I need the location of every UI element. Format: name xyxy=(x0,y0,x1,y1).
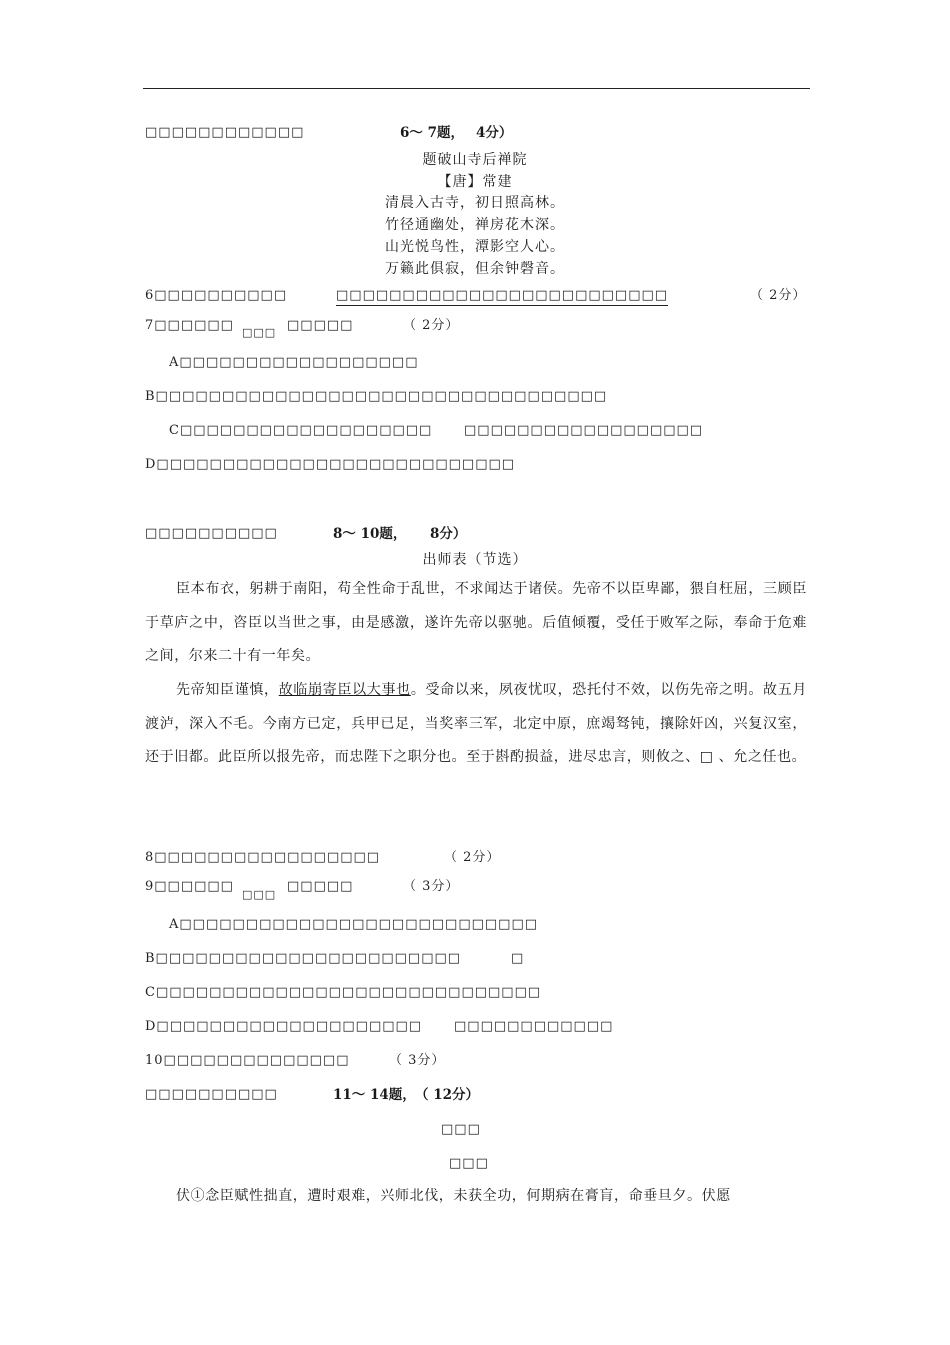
poem-line: 山光悦鸟性，潭影空人心。 xyxy=(385,239,565,255)
option-9d: D□□□□□□□□□□□□□□□□□□□□ xyxy=(145,1019,423,1034)
passage-paragraph-2b: 。受命以来，夙夜忧叹，恐托付不效，以伤先帝之明。故五月渡泸，深入不毛。今南方已定，兵甲已足，当奖率三军，北定中原，庶竭驽钝，攘除奸凶，兴复汉室，还于旧都。此臣所以报先帝，而忠陛下之职分也。至于斟酌损益，进尽忠言，则攸之、□ 、允之任也。 xyxy=(145,682,807,765)
option-7c: C□□□□□□□□□□□□□□□□□□□ xyxy=(169,423,433,438)
question-9-mid: □□□□□ xyxy=(287,879,354,894)
option-7a: A□□□□□□□□□□□□□□□□□□ xyxy=(169,355,419,370)
question-9-score: （ 3分） xyxy=(403,879,460,894)
section2-range: 8～ 10题， xyxy=(333,526,407,542)
question-6-label: 6□□□□□□□□□□ xyxy=(145,288,288,303)
header-rule xyxy=(143,88,810,89)
passage3-subtitle: □□□ xyxy=(449,1156,489,1171)
section2-heading: □□□□□□□□□□ xyxy=(145,526,278,541)
question-8-label: 8□□□□□□□□□□□□□□□□□ xyxy=(145,850,381,865)
section3-range: 11～ 14题， xyxy=(333,1087,416,1103)
option-9c: C□□□□□□□□□□□□□□□□□□□□□□□□□□□□□ xyxy=(145,985,542,1000)
option-9a: A□□□□□□□□□□□□□□□□□□□□□□□□□□□ xyxy=(169,917,539,932)
question-7-mid: □□□□□ xyxy=(287,318,354,333)
option-9d-cont: □□□□□□□□□□□□ xyxy=(454,1019,614,1034)
poem-author: 【唐】常建 xyxy=(437,174,513,190)
option-7c-cont: □□□□□□□□□□□□□□□□□□ xyxy=(464,423,704,438)
passage-paragraph xyxy=(145,674,807,775)
underlined-sentence: 故临崩寄臣以大事也 xyxy=(278,682,411,698)
question-8-score: （ 2分） xyxy=(444,850,501,865)
question-7-label: 7□□□□□□ xyxy=(145,318,234,333)
passage3-paragraph-1: 伏①念臣赋性拙直，遭时艰难，兴师北伐，未获全功，何期病在膏肓，命垂旦夕。伏愿 xyxy=(176,1188,731,1204)
option-7d: D□□□□□□□□□□□□□□□□□□□□□□□□□□□ xyxy=(145,457,516,472)
question-7-sub: □□□ xyxy=(242,326,277,339)
question-10-label: 10□□□□□□□□□□□□□□ xyxy=(145,1053,350,1068)
passage3-title: □□□ xyxy=(441,1122,481,1137)
section1-heading: □□□□□□□□□□□□ xyxy=(145,125,305,140)
passage-title: 出师表（节选） xyxy=(422,552,528,568)
option-9b: B□□□□□□□□□□□□□□□□□□□□□□□ xyxy=(145,951,462,966)
passage-paragraph-1: 臣本布衣，躬耕于南阳，苟全性命于乱世，不求闻达于诸侯。先帝不以臣卑鄙，猥自枉屈，三顾臣于草庐之中，咨臣以当世之事，由是感激，遂许先帝以驱驰。后值倾覆，受任于败军之际，奉命于危难之间，尔来二十有一年矣。 xyxy=(145,581,807,664)
passage-paragraph xyxy=(145,573,807,674)
poem-line: 万籁此俱寂，但余钟磬音。 xyxy=(385,261,565,277)
option-9b-cont: □ xyxy=(511,951,525,966)
passage-paragraph xyxy=(145,1180,807,1214)
poem-line: 竹径通幽处，禅房花木深。 xyxy=(385,217,565,233)
section1-range: 6～ 7题， xyxy=(400,125,464,141)
question-7-score: （ 2分） xyxy=(403,318,460,333)
option-7b: B□□□□□□□□□□□□□□□□□□□□□□□□□□□□□□□□□□ xyxy=(145,389,608,404)
question-9-label: 9□□□□□□ xyxy=(145,879,234,894)
poem-line: 清晨入古寺，初日照高林。 xyxy=(385,195,565,211)
passage-paragraph-2a: 先帝知臣谨慎， xyxy=(176,682,279,698)
question-10-score: （ 3分） xyxy=(389,1053,446,1068)
section3-heading: □□□□□□□□□□ xyxy=(145,1087,278,1102)
section1-score: 4分） xyxy=(476,125,513,141)
question-6-text: □□□□□□□□□□□□□□□□□□□□□□□□□ xyxy=(336,287,668,306)
poem-title: 题破山寺后禅院 xyxy=(422,152,528,168)
question-6-score: （ 2分） xyxy=(750,288,807,303)
question-9-sub: □□□ xyxy=(242,888,277,901)
section3-score: （ 12分） xyxy=(415,1087,479,1103)
section2-score: 8分） xyxy=(430,526,467,542)
